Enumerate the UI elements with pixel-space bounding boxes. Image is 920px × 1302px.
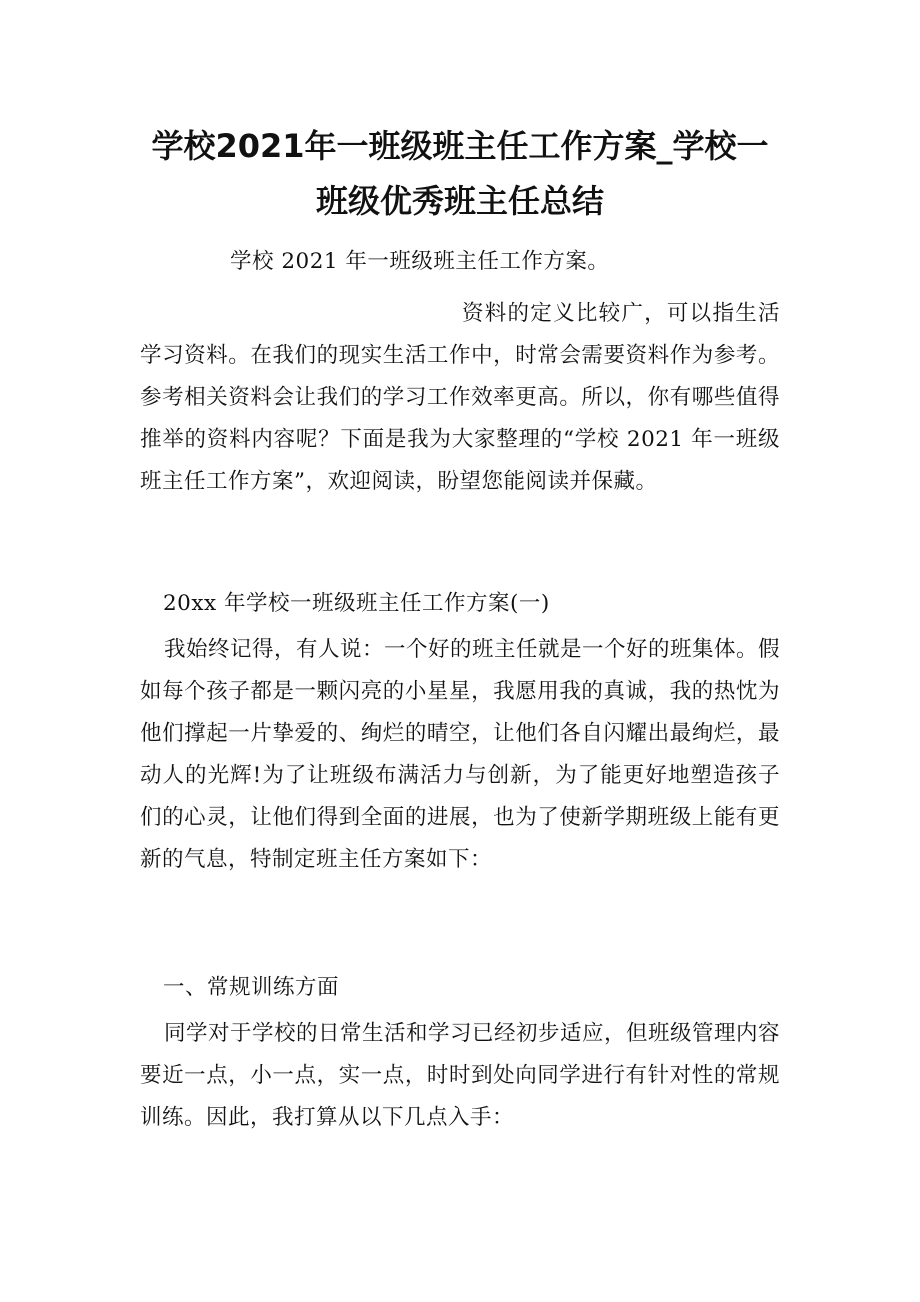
heading-section-one: 一、常规训练方面 [163,975,340,1000]
paragraph-section-one: 同学对于学校的日常生活和学习已经初步适应，但班级管理内容要近一点，小一点，实一点，时时到处向同学进行有针对性的常规训练。因此，我打算从以下几点入手： [140,1021,781,1130]
document-title-line-2: 班级优秀班主任总结 [315,182,604,220]
document-title-line-1: 学校2021年一班级班主任工作方案_学校一 [151,127,769,165]
intro-line: 学校 2021 年一班级班主任工作方案。 [230,249,610,274]
paragraph-plan-one: 我始终记得，有人说：一个好的班主任就是一个好的班集体。假如每个孩子都是一颗闪亮的小星星，我愿用我的真诚，我的热忱为他们撑起一片挚爱的、绚烂的晴空，让他们各自闪耀出最绚烂，最动人的光辉!为了让班级布满活力与创新，为了能更好地塑造孩子们的心灵，让他们得到全面的进展，也为了使新学期班级上能有更新的气息，特制定班主任方案如下： [140,637,781,872]
heading-plan-one: 20xx 年学校一班级班主任工作方案(一) [163,591,550,616]
paragraph-resource: 资料的定义比较广，可以指生活学习资料。在我们的现实生活工作中，时常会需要资料作为参考。参考相关资料会让我们的学习工作效率更高。所以，你有哪些值得推举的资料内容呢？下面是我为大家整理的“学校 2021 年一班级班主任工作方案”，欢迎阅读，盼望您能阅读并保藏。 [140,301,780,494]
